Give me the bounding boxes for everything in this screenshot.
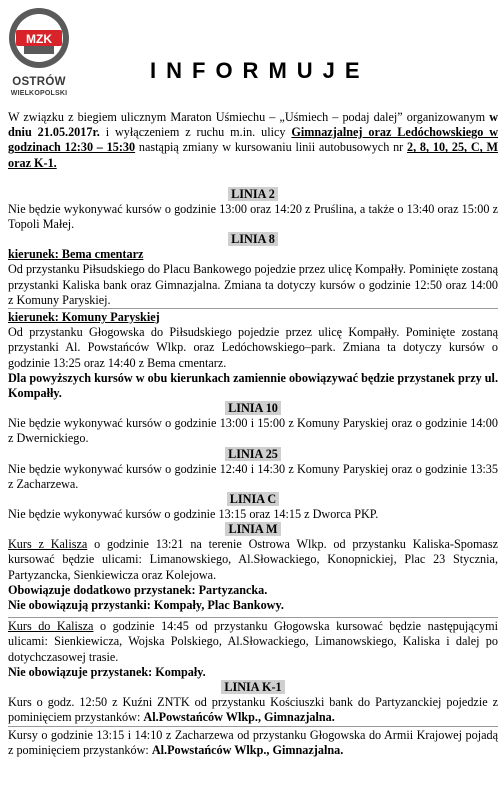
page-title: INFORMUJE	[150, 58, 370, 83]
logo-city: OSTRÓW	[12, 76, 66, 88]
linia-m-kurs-1: Kurs z Kalisza o godzinie 13:21 na terenie Ostrowa Wlkp. od przystanku Kaliska-Spomasz kursować będzie ulicami: Limanowskiego, Al.Słowackiego, Konopnickiej, Plac 23 Stycznia, Partyzancka, Sienkiewicza oraz Kolejowa.	[8, 537, 498, 582]
section-header-linia-10: LINIA 10	[8, 401, 498, 416]
linia-8-direction-1-label: kierunek: Bema cmentarz	[8, 247, 144, 262]
linia-25-text: Nie będzie wykonywać kursów o godzinie 12:40 i 14:30 z Komuny Paryskiej oraz o godzinie 13:35 z Zacharzewa.	[8, 461, 498, 491]
linia-8-direction-2-label: kierunek: Komuny Paryskiej	[8, 308, 498, 325]
linia-8-note: Dla powyższych kursów w obu kierunkach zamiennie obowiązywać będzie przystanek przy ul. Kompałły.	[8, 370, 498, 401]
linia-8-direction-2-text: Od przystanku Głogowska do Piłsudskiego pojedzie przez ulicę Kompałły. Pominięte zostaną przystanki Al. Powstańców Wlkp. oraz Ledóchowskiego–park. Zmiana ta dotyczy kursów o godzinie 13:25 oraz 14:40 z Bema cmentarz.	[8, 325, 498, 370]
notice-body	[8, 110, 498, 758]
section-header-linia-m: LINIA M	[8, 522, 498, 537]
linia-m-kurs-2: Kurs do Kalisza o godzinie 14:45 od przystanku Głogowska kursować będzie następującymi ulicami: Sienkiewicza, Wojska Polskiego, Al.Słowackiego, Limanowskiego, Kaliska i dalej po dotychczasowej trasie.	[8, 619, 498, 664]
logo-region: WIELKOPOLSKI	[10, 90, 68, 97]
section-header-linia-k1: LINIA K-1	[8, 680, 498, 695]
logo-badge-text: MZK	[26, 32, 52, 46]
linia-m-kurs-1-note-2: Nie obowiązują przystanki: Kompały, Plac Bankowy.	[8, 598, 284, 613]
mzk-logo	[6, 4, 72, 100]
linia-m-kurs-1-note-1: Obowiązuje dodatkowo przystanek: Partyzancka.	[8, 582, 268, 597]
section-header-linia-8: LINIA 8	[8, 232, 498, 247]
linia-10-text: Nie będzie wykonywać kursów o godzinie 13:00 i 15:00 z Komuny Paryskiej oraz o godzinie 14:00 z Dwernickiego.	[8, 416, 498, 446]
intro-paragraph: W związku z biegiem ulicznym Maraton Uśmiechu – „Uśmiech – podaj dalej” organizowanym w dniu 21.05.2017r. i wyłączeniem z ruchu m.in. ulicy Gimnazjalnej oraz Ledóchowskiego w godzinach 12:30 – 15:30 nastąpią zmiany w kursowaniu linii autobusowych nr 2, 8, 10, 25, C, M oraz K-1.	[8, 110, 499, 170]
linia-8-direction-1-text: Od przystanku Piłsudskiego do Placu Bankowego pojedzie przez ulicę Kompałły. Pominięte zostaną przystanki Kaliska bank oraz Gimnazjalna. Zmiana ta dotyczy kursów o godzinie 12:50 oraz 14:00 z Komuny Paryskiej.	[8, 262, 498, 307]
linia-k1-text-2: Kursy o godzinie 13:15 i 14:10 z Zacharzewa od przystanku Głogowska do Armii Krajowej pojadą z pominięciem przystanków: Al.Powstańców Wlkp., Gimnazjalna.	[8, 727, 498, 757]
linia-m-kurs-2-note: Nie obowiązuje przystanek: Kompały.	[8, 664, 206, 679]
linia-c-text: Nie będzie wykonywać kursów o godzinie 13:15 oraz 14:15 z Dworca PKP.	[8, 507, 379, 522]
section-header-linia-25: LINIA 25	[8, 447, 498, 462]
section-header-linia-2: LINIA 2	[8, 187, 498, 202]
linia-k1-text-1: Kurs o godz. 12:50 z Kuźni ZNTK od przystanku Kościuszki bank do Partyzanckiej pojedzie z pominięciem przystanków: Al.Powstańców Wlkp., Gimnazjalna.	[8, 695, 498, 725]
section-header-linia-c: LINIA C	[8, 492, 498, 507]
bus-emblem-icon	[6, 4, 72, 76]
linia-2-text: Nie będzie wykonywać kursów o godzinie 13:00 oraz 14:20 z Pruślina, a także o 13:40 oraz 15:00 z Topoli Małej.	[8, 201, 498, 232]
